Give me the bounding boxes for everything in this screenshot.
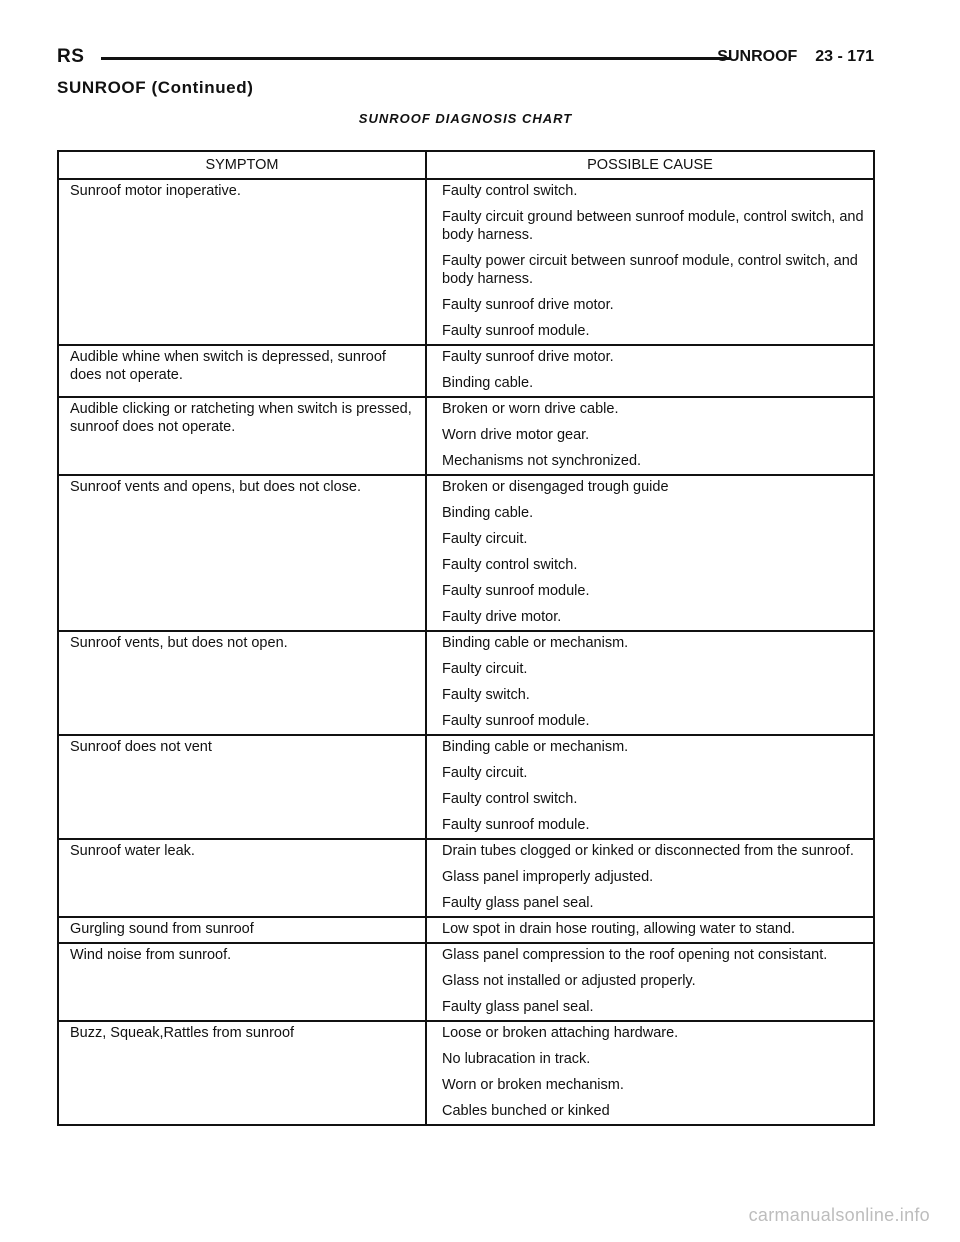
possible-cause-item: Low spot in drain hose routing, allowing water to stand. [442,921,796,937]
symptom-cell: Audible whine when switch is depressed, sunroof does not operate. [58,345,426,397]
header-rule [101,57,731,60]
possible-cause-cell [426,179,874,345]
possible-cause-item: Faulty glass panel seal. [442,999,594,1015]
table-row [58,631,874,735]
possible-cause-item: Faulty sunroof module. [442,583,590,599]
possible-cause-cell [426,735,874,839]
table-row [58,1021,874,1125]
possible-cause-item: Worn or broken mechanism. [442,1077,624,1093]
possible-cause-item: Drain tubes clogged or kinked or disconnected from the sunroof. [442,843,854,859]
possible-cause-item: Glass panel improperly adjusted. [442,869,654,885]
table-row [58,397,874,475]
table-row [58,345,874,397]
possible-cause-item: Cables bunched or kinked [442,1103,610,1119]
header-right [717,48,874,66]
header-page-number: 23 - 171 [815,48,874,65]
column-header-symptom: SYMPTOM [58,151,426,179]
possible-cause-cell [426,839,874,917]
table-row [58,943,874,1021]
possible-cause-item: Loose or broken attaching hardware. [442,1025,679,1041]
table-row [58,839,874,917]
chart-title: SUNROOF DIAGNOSIS CHART [358,111,573,126]
header-section-title: SUNROOF [717,48,798,65]
possible-cause-item: Binding cable. [442,505,534,521]
diagnosis-table [57,150,875,1126]
possible-cause-item: Faulty sunroof module. [442,713,590,729]
possible-cause-item: Faulty sunroof drive motor. [442,297,614,313]
possible-cause-item: Faulty circuit ground between sunroof module, control switch, and body harness. [442,209,864,243]
table-body [58,179,874,1125]
symptom-cell: Sunroof does not vent [58,735,426,839]
possible-cause-cell [426,397,874,475]
possible-cause-item: Faulty sunroof module. [442,323,590,339]
symptom-cell: Sunroof motor inoperative. [58,179,426,345]
symptom-cell: Sunroof vents, but does not open. [58,631,426,735]
table-row [58,735,874,839]
table-header-row [58,151,874,179]
possible-cause-item: Faulty control switch. [442,183,578,199]
possible-cause-cell [426,943,874,1021]
possible-cause-item: Worn drive motor gear. [442,427,590,443]
possible-cause-item: Binding cable or mechanism. [442,635,629,651]
possible-cause-item: Faulty drive motor. [442,609,562,625]
possible-cause-item: Faulty circuit. [442,765,528,781]
possible-cause-item: Broken or worn drive cable. [442,401,619,417]
table-row [58,179,874,345]
symptom-cell: Audible clicking or ratcheting when switch is pressed, sunroof does not operate. [58,397,426,475]
possible-cause-item: Faulty control switch. [442,557,578,573]
possible-cause-item: Glass panel compression to the roof opening not consistant. [442,947,828,963]
symptom-cell: Sunroof water leak. [58,839,426,917]
possible-cause-cell [426,345,874,397]
possible-cause-item: Faulty control switch. [442,791,578,807]
possible-cause-item: Mechanisms not synchronized. [442,453,642,469]
watermark-text: carmanualsonline.info [748,1205,930,1225]
possible-cause-item: Faulty sunroof drive motor. [442,349,614,365]
table-row [58,917,874,943]
symptom-cell: Buzz, Squeak,Rattles from sunroof [58,1021,426,1125]
header-manual-code: RS [57,46,85,67]
symptom-cell: Sunroof vents and opens, but does not close. [58,475,426,631]
possible-cause-item: Broken or disengaged trough guide [442,479,669,495]
possible-cause-item: Faulty sunroof module. [442,817,590,833]
possible-cause-cell [426,475,874,631]
possible-cause-cell [426,631,874,735]
possible-cause-item: Faulty switch. [442,687,530,703]
column-header-possible-cause: POSSIBLE CAUSE [426,151,874,179]
table-row [58,475,874,631]
possible-cause-item: Glass not installed or adjusted properly. [442,973,696,989]
possible-cause-cell [426,1021,874,1125]
possible-cause-item: Faulty power circuit between sunroof module, control switch, and body harness. [442,253,858,287]
page-header [57,44,874,74]
symptom-cell: Wind noise from sunroof. [58,943,426,1021]
possible-cause-item: Faulty circuit. [442,531,528,547]
possible-cause-item: Binding cable or mechanism. [442,739,629,755]
possible-cause-item: No lubracation in track. [442,1051,591,1067]
symptom-cell: Gurgling sound from sunroof [58,917,426,943]
possible-cause-item: Faulty circuit. [442,661,528,677]
possible-cause-item: Faulty glass panel seal. [442,895,594,911]
continued-heading: SUNROOF (Continued) [57,78,254,97]
possible-cause-cell [426,917,874,943]
possible-cause-item: Binding cable. [442,375,534,391]
